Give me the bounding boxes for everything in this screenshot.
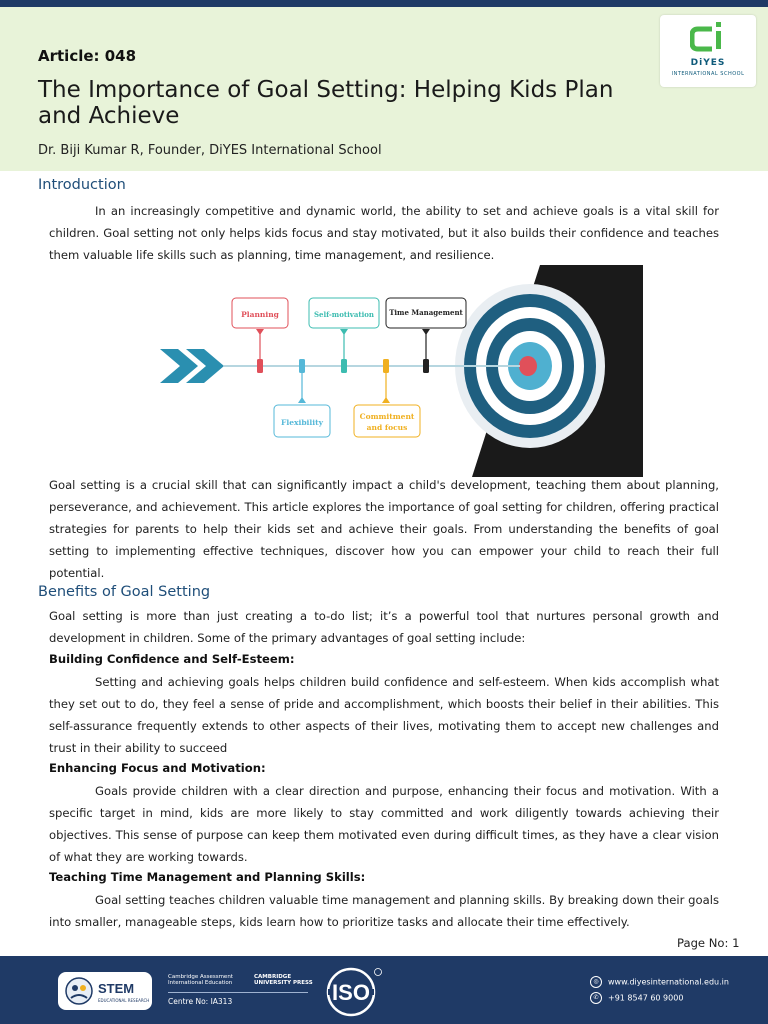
top-bar [0,0,768,7]
benefit-heading-time: Teaching Time Management and Planning Skills: [49,870,366,884]
phone-text: +91 8547 60 9000 [608,993,684,1003]
iso-logo-icon [320,966,386,1018]
flexibility-label: Flexibility [281,418,323,427]
iso-text: ISO [332,980,370,1005]
cambridge-assessment-logo: Cambridge Assessment International Education [168,974,233,986]
commitment-label: Commitment [359,412,415,421]
footer [0,956,768,1024]
flexibility-marker [299,359,305,373]
diyes-logo-icon [690,21,726,55]
logo-subtitle: INTERNATIONAL SCHOOL [671,71,745,77]
school-logo [660,15,756,87]
phone-contact [590,992,683,1004]
article-header [0,7,768,171]
benefits-heading: Benefits of Goal Setting [38,584,211,600]
commitment-label-2: and focus [366,423,408,432]
planning-marker [257,359,263,373]
benefit-text-confidence: Setting and achieving goals helps children build confidence and self-esteem. When kids accomplish what they set out to do, they feel a sense of pride and accomplishment, which boosts their belief in their abilities. This self-assurance frequently extends to other aspects of their lives, motivating them to accept new challenges and trust in their ability to succeed [49,675,719,755]
page-number: Page No: 1 [677,936,740,950]
benefit-heading-focus: Enhancing Focus and Motivation: [49,761,266,775]
benefit-text-focus: Goals provide children with a clear direction and purpose, enhancing their focus and motivation. With a specific target in mind, kids are more likely to stay committed and work diligently towards achieving their objectives. This sense of purpose can keep them motivated even during difficult times, as they have a clear vision of what they are working towards. [49,784,719,864]
time-management-label: Time Management [389,308,463,317]
intro-paragraph-1: In an increasingly competitive and dynamic world, the ability to set and achieve goals is a vital skill for children. Goal setting not only helps kids focus and stay motivated, but it also builds their confidence and teaches them valuable life skills such as planning, time management, and resilience. [49,204,719,262]
commitment-marker [383,359,389,373]
planning-label: Planning [241,310,279,319]
footer-divider [168,992,308,993]
benefit-heading-confidence: Building Confidence and Self-Esteem: [49,652,295,666]
logo-brand: DiYES [690,58,726,68]
website-contact [590,976,729,988]
website-text: www.diyesinternational.edu.in [608,977,729,987]
self-motivation-label: Self-motivation [313,310,375,319]
introduction-heading: Introduction [38,177,126,193]
goal-setting-figure [160,265,643,477]
centre-number: Centre No: IA313 [168,997,233,1006]
article-number: Article: 048 [38,47,137,65]
benefit-text-time: Goal setting teaches children valuable time management and planning skills. By breaking down their goals into smaller, manageable steps, kids learn how to prioritize tasks and allocate their time effectively. [49,893,719,929]
time-management-marker [423,359,429,373]
stem-text: STEM [98,981,135,996]
article-author: Dr. Biji Kumar R, Founder, DiYES International School [38,143,382,158]
stem-subtitle: EDUCATIONAL RESEARCH [98,998,150,1003]
article-title: The Importance of Goal Setting: Helping Kids Plan and Achieve [38,77,614,129]
intro-paragraph-2: Goal setting is a crucial skill that can significantly impact a child's development, teaching them about planning, perseverance, and achievement. This article explores the importance of goal setting for children, offering practical strategies for parents to help their kids set and achieve their goals. From understanding the benefits of goal setting to implementing effective techniques, discover how you can empower your child to reach their full potential. [49,478,719,580]
cambridge-press-logo: CAMBRIDGE UNIVERSITY PRESS [254,974,313,986]
stem-badge [58,972,152,1010]
stem-logo-icon [64,976,94,1006]
globe-icon: ◎ [590,976,602,988]
benefits-intro: Goal setting is more than just creating a to-do list; it’s a powerful tool that nurtures personal growth and development in children. Some of the primary advantages of goal setting include: [49,609,719,645]
self-motivation-marker [341,359,347,373]
phone-icon: ✆ [590,992,602,1004]
